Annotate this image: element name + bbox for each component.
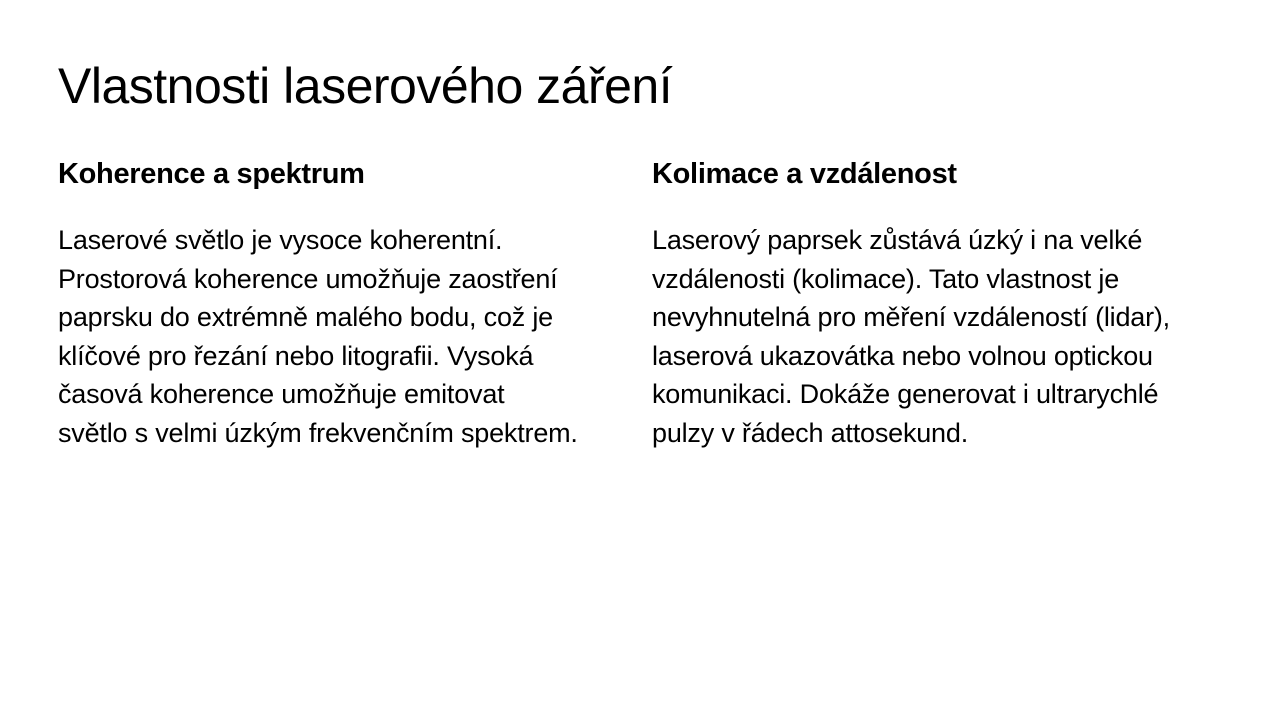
slide-title: Vlastnosti laserového záření xyxy=(58,58,673,114)
slide-body-columns xyxy=(58,158,1222,452)
column-coherence xyxy=(58,158,578,452)
column-body-collimation: Laserový paprsek zůstává úzký i na velké vzdálenosti (kolimace). Tato vlastnost je nevyhnutelná pro měření vzdáleností (lidar), laserová ukazovátka nebo volnou optickou komunikaci. Dokáže generovat i ultrarychlé pulzy v řádech attosekund. xyxy=(652,225,1170,448)
column-heading-collimation: Kolimace a vzdálenost xyxy=(652,158,957,190)
column-collimation xyxy=(652,158,1172,452)
column-body-coherence: Laserové světlo je vysoce koherentní. Prostorová koherence umožňuje zaostření paprsku do extrémně malého bodu, což je klíčové pro řezání nebo litografii. Vysoká časová koherence umožňuje emitovat světlo s velmi úzkým frekvenčním spektrem. xyxy=(58,225,578,448)
column-heading-coherence: Koherence a spektrum xyxy=(58,158,365,190)
